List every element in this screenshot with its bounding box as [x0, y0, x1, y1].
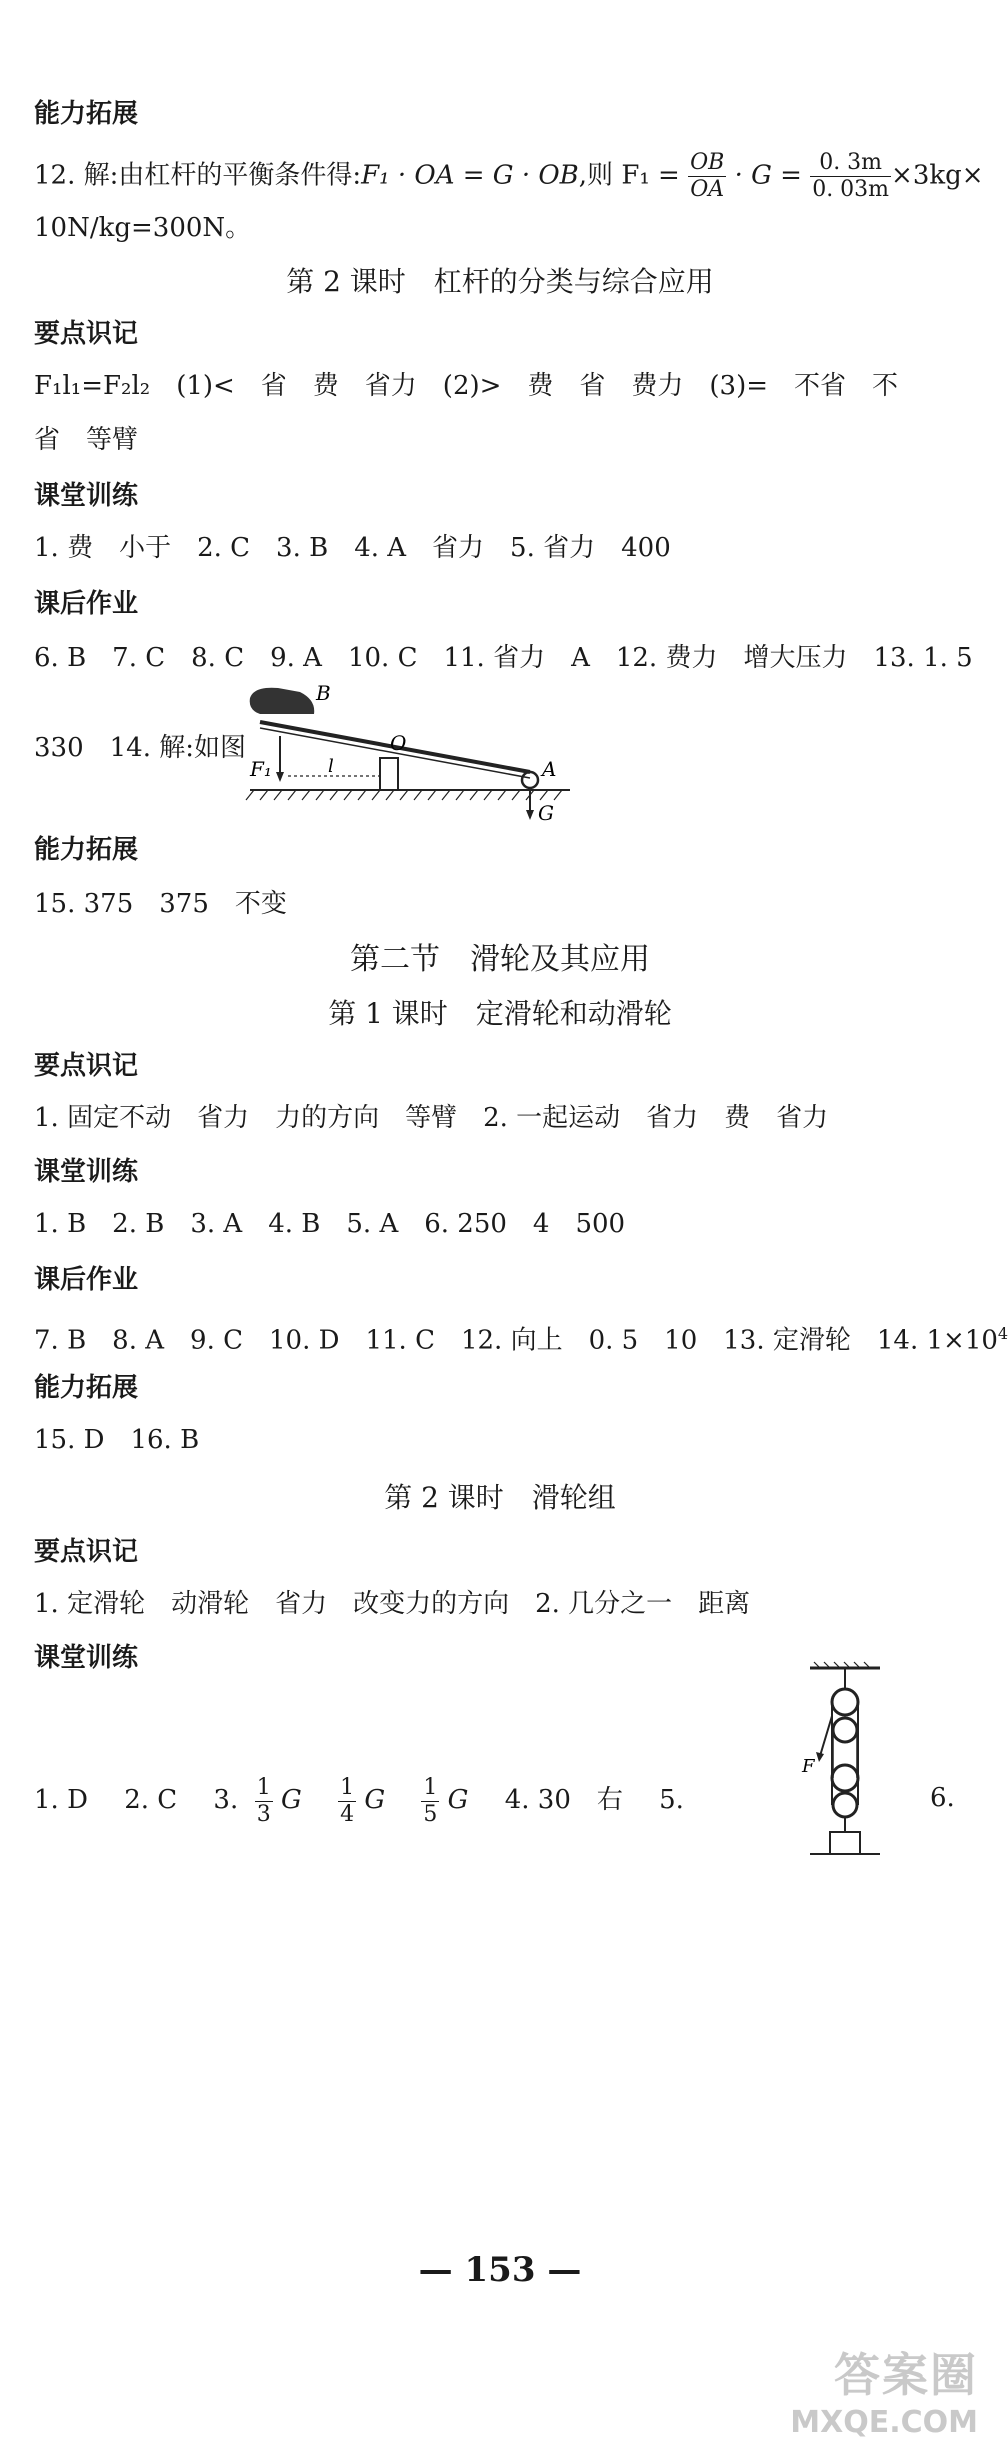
key-points-line-3: 1. 固定不动 省力 力的方向 等臂 2. 一起运动 省力 费 省力 [34, 1103, 829, 1133]
section-heading-ability-3: 能力拓展 [34, 1373, 139, 1403]
label-G: G [538, 801, 554, 825]
section-heading-key-points-3: 要点识记 [34, 1537, 139, 1567]
section-heading-class-2: 课堂训练 [34, 1157, 139, 1187]
homework-line-1: 6. B 7. C 8. C 9. A 10. C 11. 省力 A 12. 费力 增大压力 13. 1. 5 [34, 643, 973, 673]
label-O: O [390, 731, 407, 755]
var-G-3: G [447, 1785, 469, 1815]
class-training-line-2: 1. B 2. B 3. A 4. B 5. A 6. 250 4 500 [34, 1209, 626, 1239]
label-F1: F₁ [250, 757, 272, 781]
watermark-logo [790, 2339, 978, 2440]
ability-line-3: 15. D 16. B [34, 1425, 200, 1455]
var-G-1: G [281, 1785, 302, 1815]
label-A: A [542, 757, 557, 781]
section-heading-key-points-1: 要点识记 [34, 319, 139, 349]
key-points-line-4: 1. 定滑轮 动滑轮 省力 改变力的方向 2. 几分之一 距离 [34, 1589, 751, 1619]
section-title-pulleys: 第二节 滑轮及其应用 [350, 942, 650, 977]
label-l: l [328, 756, 334, 777]
section-heading-class-1: 课堂训练 [34, 481, 139, 511]
exponent: 4 [997, 1324, 1008, 1343]
q12-line-2: 10N/kg=300N。 [34, 213, 252, 243]
homework-line-2: 330 14. 解:如图 [34, 733, 246, 763]
watermark-bottom: MXQE.COM [790, 2405, 978, 2440]
section-heading-homework-1: 课后作业 [34, 589, 139, 619]
class-training-line-3 [34, 1770, 684, 1830]
section-heading-ability-2: 能力拓展 [34, 835, 139, 865]
label-B: B [316, 681, 331, 705]
answer-3: 3. [213, 1785, 239, 1815]
answer-5: 5. [659, 1785, 684, 1815]
label-F: F [802, 1756, 815, 1777]
section-heading-homework-2: 课后作业 [34, 1265, 139, 1295]
answer-2: 2. C [124, 1785, 178, 1815]
section-heading-class-3: 课堂训练 [34, 1643, 139, 1673]
answer-6: 6. [930, 1783, 955, 1813]
q12-prefix: 12. 解:由杠杆的平衡条件得: [34, 160, 362, 191]
q12-tail: ×3kg× [891, 160, 984, 191]
fraction-ob-oa: $\frac{OB}{OA}$ [690, 150, 725, 202]
lesson-title-pulley-block: 第 2 课时 滑轮组 [384, 1481, 616, 1514]
page-number: — 153 — [418, 2250, 582, 2290]
class-training-line-1: 1. 费 小于 2. C 3. B 4. A 省力 5. 省力 400 [34, 533, 671, 563]
watermark-top: 答案圈 [834, 2348, 978, 2402]
key-points-line-2: 省 等臂 [34, 425, 139, 455]
lever-diagram [230, 680, 630, 825]
homework-line-3-text: 7. B 8. A 9. C 10. D 11. C 12. 向上 0. 5 10 13. 定滑轮 14. 1×10 [34, 1325, 998, 1356]
section-heading-key-points-2: 要点识记 [34, 1051, 139, 1081]
q12-line-1 [34, 150, 984, 203]
ability-line-2: 15. 375 375 不变 [34, 889, 287, 919]
answer-1: 1. D [34, 1785, 88, 1815]
fraction-one-fifth: $\frac{1}{5}$ [423, 1774, 438, 1827]
homework-line-3 [34, 1316, 1008, 1359]
q12-then: ,则 F₁ = [578, 160, 680, 191]
q12-mid: · G = [734, 160, 802, 191]
fraction-one-fourth: $\frac{1}{4}$ [340, 1774, 355, 1827]
lesson-title-fixed-movable-pulleys: 第 1 课时 定滑轮和动滑轮 [328, 997, 672, 1030]
key-points-line-1: F₁l₁=F₂l₂ (1)< 省 费 省力 (2)> 费 省 费力 (3)= 不省 不 [34, 371, 899, 401]
var-G-2: G [364, 1785, 386, 1815]
pulley-block-diagram [790, 1660, 900, 1860]
fraction-one-third: $\frac{1}{3}$ [256, 1774, 271, 1827]
fraction-distances: $\frac{0. 3m}{0. 03m}$ [812, 150, 890, 202]
section-heading-ability-1: 能力拓展 [34, 99, 139, 129]
lesson-title-lever-classification: 第 2 课时 杠杆的分类与综合应用 [286, 265, 714, 298]
answer-4: 4. 30 右 [504, 1785, 623, 1815]
q12-equation: F₁ · OA = G · OB [361, 160, 579, 191]
